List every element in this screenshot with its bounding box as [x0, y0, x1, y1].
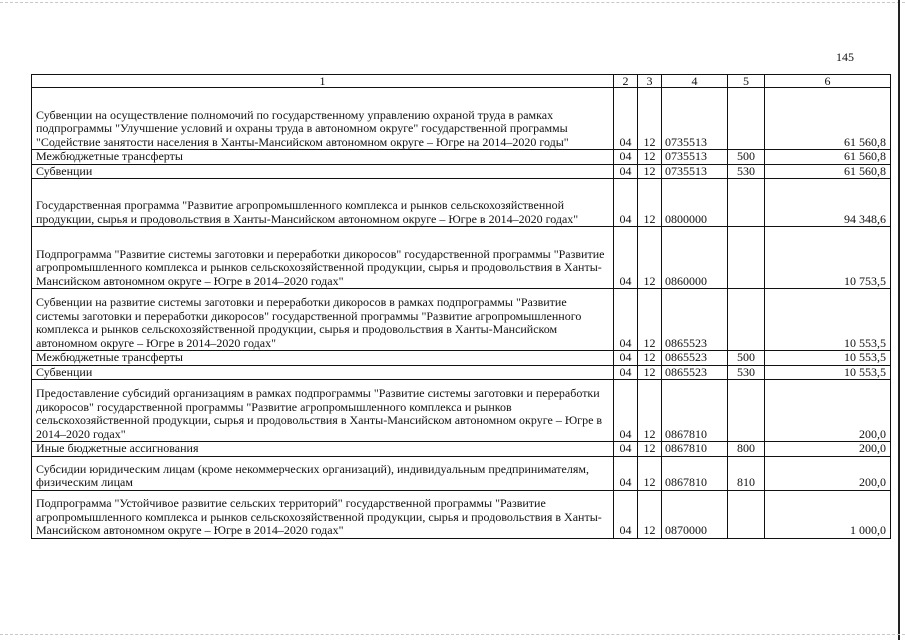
row-section: 04	[614, 164, 638, 179]
row-target-code: 0735513	[662, 150, 728, 165]
row-name: Предоставление субсидий организациям в рамках подпрограммы "Развитие системы заготовки и переработки дикоросов" государственной программы "Развитие агропромышленного комплекса и рынков сельскохозяйственной продукции, сырья и продовольствия в Ханты-Мансийском автономном округе – Югре в 2014–2020 годах"	[32, 380, 614, 442]
row-name: Субвенции	[32, 365, 614, 380]
row-section: 04	[614, 380, 638, 442]
row-expense-type	[728, 289, 765, 351]
row-amount: 200,0	[765, 442, 891, 457]
column-header-amount: 6	[765, 75, 891, 88]
row-target-code: 0867810	[662, 442, 728, 457]
column-header-target-code: 4	[662, 75, 728, 88]
row-section: 04	[614, 490, 638, 538]
row-target-code: 0800000	[662, 179, 728, 227]
row-name: Межбюджетные трансферты	[32, 351, 614, 366]
row-amount: 10 753,5	[765, 227, 891, 289]
row-target-code: 0865523	[662, 351, 728, 366]
table-row	[32, 164, 891, 179]
row-subsection: 12	[638, 227, 662, 289]
row-expense-type: 500	[728, 150, 765, 165]
row-amount: 61 560,8	[765, 164, 891, 179]
row-subsection: 12	[638, 490, 662, 538]
row-section: 04	[614, 289, 638, 351]
row-amount: 1 000,0	[765, 490, 891, 538]
row-target-code: 0735513	[662, 88, 728, 150]
table-row	[32, 380, 891, 442]
table-row	[32, 289, 891, 351]
row-name: Межбюджетные трансферты	[32, 150, 614, 165]
table-row	[32, 351, 891, 366]
row-name: Подпрограмма "Устойчивое развитие сельских территорий" государственной программы "Развитие агропромышленного комплекса и рынков сельскохозяйственной продукции, сырья и продовольствия в Ханты-Мансийском автономном округе – Югре в 2014–2020 годах"	[32, 490, 614, 538]
row-section: 04	[614, 365, 638, 380]
table-row	[32, 179, 891, 227]
row-subsection: 12	[638, 88, 662, 150]
table-row	[32, 88, 891, 150]
row-amount: 61 560,8	[765, 150, 891, 165]
row-expense-type: 500	[728, 351, 765, 366]
row-target-code: 0865523	[662, 365, 728, 380]
table-row	[32, 456, 891, 490]
row-name: Субвенции	[32, 164, 614, 179]
table-row	[32, 442, 891, 457]
table-row	[32, 365, 891, 380]
row-subsection: 12	[638, 289, 662, 351]
row-amount: 200,0	[765, 456, 891, 490]
table-header-row	[32, 75, 891, 88]
row-section: 04	[614, 150, 638, 165]
row-section: 04	[614, 351, 638, 366]
column-header-expense-type: 5	[728, 75, 765, 88]
column-header-section: 2	[614, 75, 638, 88]
row-target-code: 0867810	[662, 380, 728, 442]
row-section: 04	[614, 88, 638, 150]
row-expense-type	[728, 490, 765, 538]
row-name: Иные бюджетные ассигнования	[32, 442, 614, 457]
row-subsection: 12	[638, 380, 662, 442]
row-section: 04	[614, 456, 638, 490]
row-target-code: 0867810	[662, 456, 728, 490]
scan-edge-top	[0, 2, 905, 4]
row-subsection: 12	[638, 365, 662, 380]
row-subsection: 12	[638, 164, 662, 179]
table-row	[32, 490, 891, 538]
row-amount: 10 553,5	[765, 289, 891, 351]
row-name: Государственная программа "Развитие агропромышленного комплекса и рынков сельскохозяйственной продукции, сырья и продовольствия в Ханты-Мансийском автономном округе – Югре в 2014–2020 годах"	[32, 179, 614, 227]
table-row	[32, 227, 891, 289]
row-subsection: 12	[638, 456, 662, 490]
row-amount: 200,0	[765, 380, 891, 442]
row-expense-type	[728, 179, 765, 227]
row-target-code: 0865523	[662, 289, 728, 351]
scan-edge-bottom	[0, 634, 905, 636]
row-amount: 10 553,5	[765, 365, 891, 380]
page-edge-line	[898, 0, 900, 640]
row-target-code: 0870000	[662, 490, 728, 538]
row-amount: 61 560,8	[765, 88, 891, 150]
row-subsection: 12	[638, 442, 662, 457]
row-expense-type	[728, 88, 765, 150]
page-number: 145	[836, 50, 854, 64]
row-expense-type	[728, 380, 765, 442]
row-expense-type: 530	[728, 365, 765, 380]
row-target-code: 0860000	[662, 227, 728, 289]
row-amount: 10 553,5	[765, 351, 891, 366]
row-subsection: 12	[638, 150, 662, 165]
row-amount: 94 348,6	[765, 179, 891, 227]
row-expense-type: 800	[728, 442, 765, 457]
row-section: 04	[614, 442, 638, 457]
row-name: Субвенции на развитие системы заготовки и переработки дикоросов в рамках подпрограммы "Развитие системы заготовки и переработки дикоросов" государственной программы "Развитие агропромышленного комплекса и рынков сельскохозяйственной продукции, сырья и продовольствия в Ханты-Мансийском автономном округе – Югре в 2014–2020 годах"	[32, 289, 614, 351]
row-section: 04	[614, 227, 638, 289]
table-row	[32, 150, 891, 165]
row-expense-type: 530	[728, 164, 765, 179]
row-name: Субсидии юридическим лицам (кроме некоммерческих организаций), индивидуальным предпринимателям, физическим лицам	[32, 456, 614, 490]
row-subsection: 12	[638, 351, 662, 366]
budget-table	[31, 74, 891, 539]
row-name: Подпрограмма "Развитие системы заготовки и переработки дикоросов" государственной программы "Развитие агропромышленного комплекса и рынков сельскохозяйственной продукции, сырья и продовольствия в Ханты-Мансийском автономном округе – Югре в 2014–2020 годах"	[32, 227, 614, 289]
row-expense-type: 810	[728, 456, 765, 490]
column-header-subsection: 3	[638, 75, 662, 88]
row-target-code: 0735513	[662, 164, 728, 179]
row-subsection: 12	[638, 179, 662, 227]
row-name: Субвенции на осуществление полномочий по государственному управлению охраной труда в рамках подпрограммы "Улучшение условий и охраны труда в автономном округе" государственной программы "Содействие занятости населения в Ханты-Мансийском автономном округе – Югре на 2014–2020 годы"	[32, 88, 614, 150]
row-section: 04	[614, 179, 638, 227]
row-expense-type	[728, 227, 765, 289]
column-header-name: 1	[32, 75, 614, 88]
